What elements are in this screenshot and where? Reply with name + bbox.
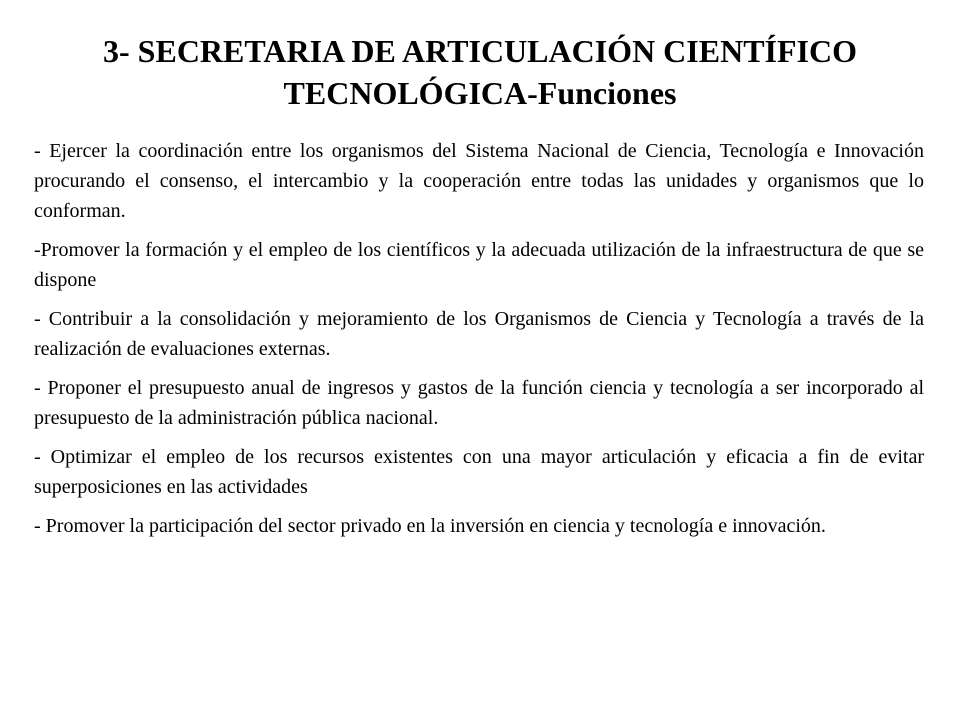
function-paragraph-6: - Promover la participación del sector privado en la inversión en ciencia y tecnología e innovación. (34, 515, 826, 537)
slide-title-line-1: 3- SECRETARIA DE ARTICULACIÓN CIENTÍFICO (103, 33, 857, 69)
function-paragraph-3: - Contribuir a la consolidación y mejoramiento de los Organismos de Ciencia y Tecnología a través de la realización de evaluaciones externas. (34, 308, 924, 360)
function-paragraph-1: - Ejercer la coordinación entre los organismos del Sistema Nacional de Ciencia, Tecnología e Innovación procurando el consenso, el intercambio y la cooperación entre todas las unidades y organismos que lo conforman. (34, 140, 924, 222)
function-paragraph-2: -Promover la formación y el empleo de los científicos y la adecuada utilización de la infraestructura de que se dispone (34, 239, 924, 291)
function-paragraph-4: - Proponer el presupuesto anual de ingresos y gastos de la función ciencia y tecnología a ser incorporado al presupuesto de la administración pública nacional. (34, 377, 924, 429)
slide-title-line-2: TECNOLÓGICA-Funciones (283, 75, 677, 111)
slide-title (20, 30, 940, 114)
function-paragraph-5: - Optimizar el empleo de los recursos existentes con una mayor articulación y eficacia a fin de evitar superposiciones en las actividades (34, 446, 924, 498)
functions-list (34, 136, 924, 550)
